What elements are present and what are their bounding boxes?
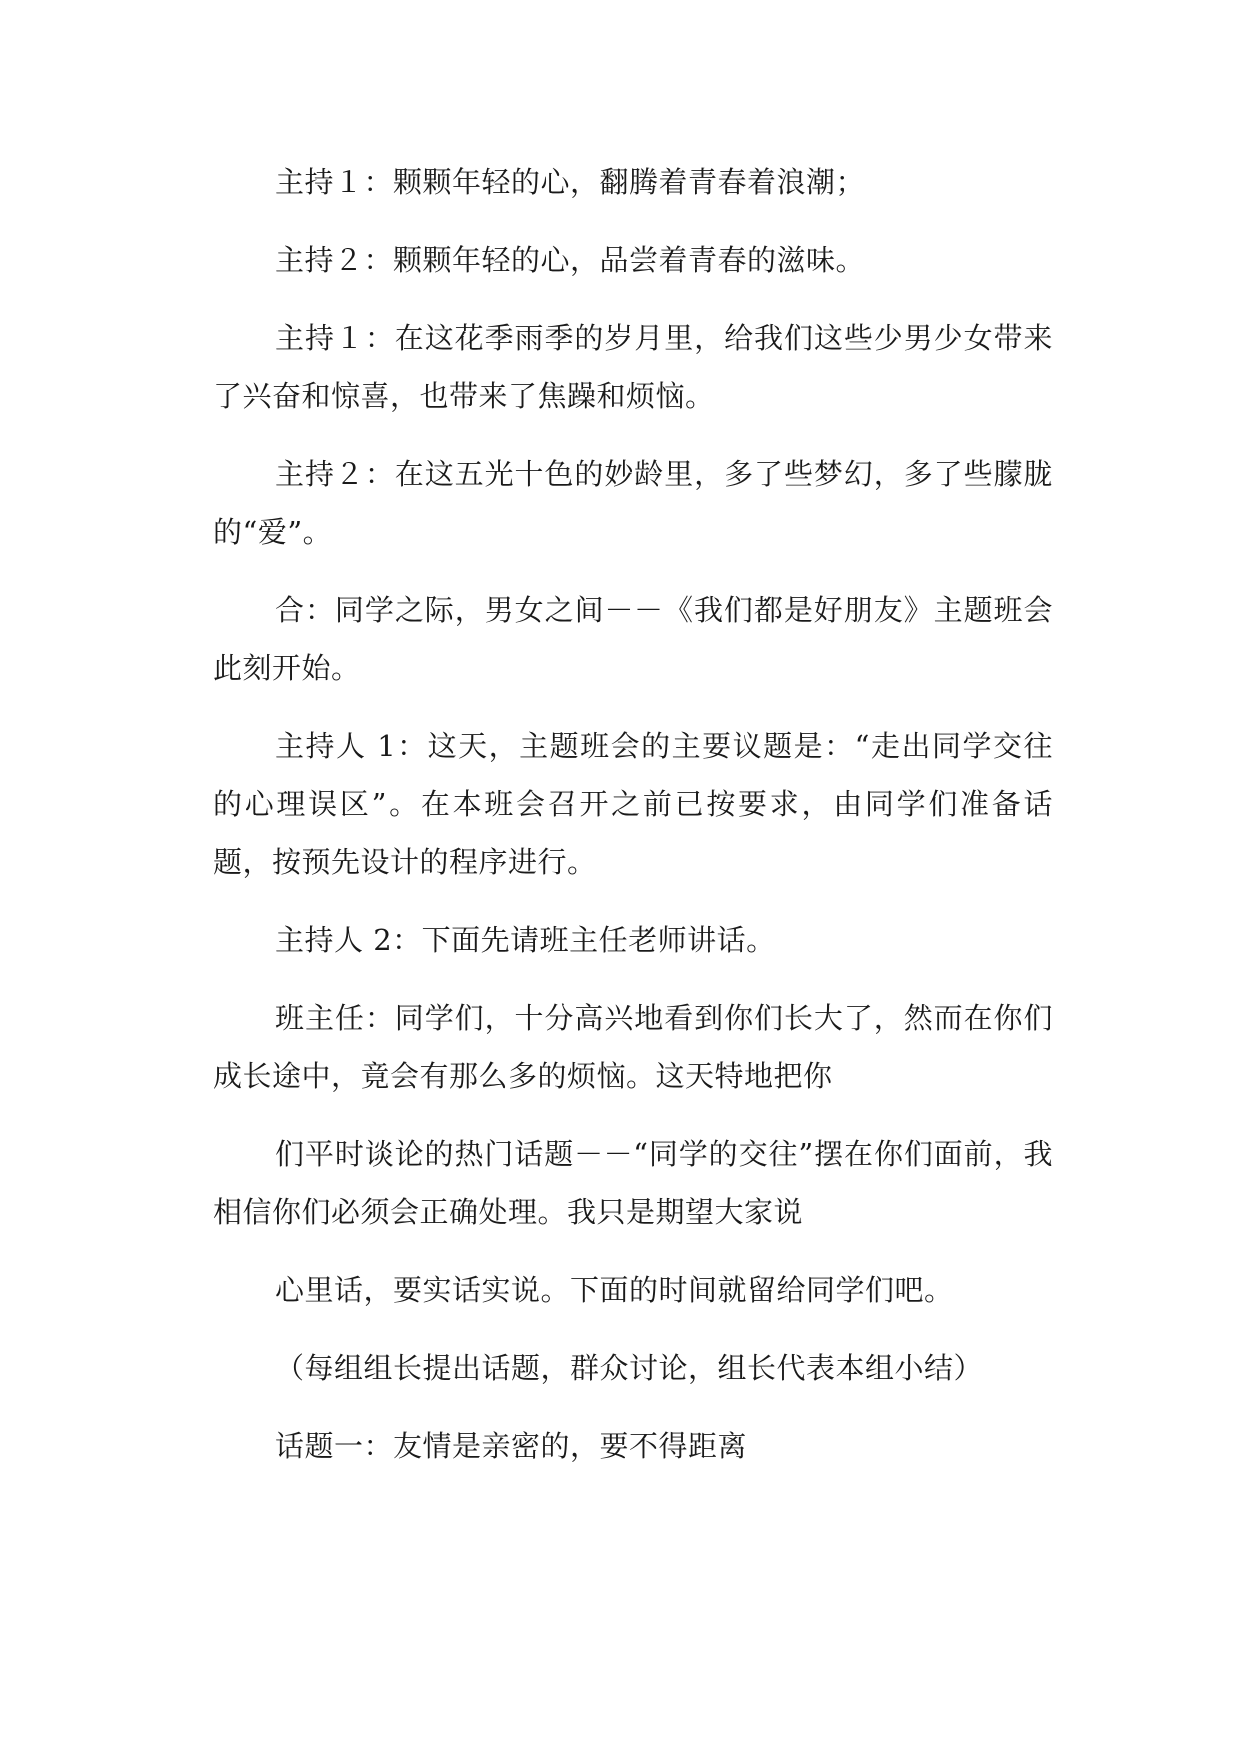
document-body bbox=[213, 153, 1053, 1495]
paragraph-host2-teacher: 主持人 2：下面先请班主任老师讲话。 bbox=[275, 923, 776, 957]
paragraph-host1-topic: 主持人 1：这天，主题班会的主要议题是：“走出同学交往的心理误区”。在本班会召开之前已按要求，由同学们准备话题，按预先设计的程序进行。 bbox=[213, 729, 1053, 879]
paragraph-teacher-speech-3: 心里话，要实话实说。下面的时间就留给同学们吧。 bbox=[275, 1273, 954, 1307]
paragraph-together-opening: 合：同学之际，男女之间－－《我们都是好朋友》主题班会此刻开始。 bbox=[213, 593, 1053, 685]
paragraph-host2-intro: 主持２：颗颗年轻的心，品尝着青春的滋味。 bbox=[275, 243, 866, 277]
paragraph-host1-intro: 主持１：颗颗年轻的心，翻腾着青春着浪潮； bbox=[275, 165, 866, 199]
paragraph-teacher-speech-2: 们平时谈论的热门话题－－“同学的交往”摆在你们面前，我相信你们必须会正确处理。我只是期望大家说 bbox=[213, 1137, 1053, 1229]
paragraph-teacher-speech-1: 班主任：同学们，十分高兴地看到你们长大了，然而在你们成长途中，竟会有那么多的烦恼。这天特地把你 bbox=[213, 1001, 1053, 1093]
paragraph-group-note: （每组组长提出话题，群众讨论，组长代表本组小结） bbox=[275, 1351, 984, 1385]
paragraph-host1-season: 主持１：在这花季雨季的岁月里，给我们这些少男少女带来了兴奋和惊喜，也带来了焦躁和烦恼。 bbox=[213, 321, 1053, 413]
paragraph-host2-dreams: 主持２：在这五光十色的妙龄里，多了些梦幻，多了些朦胧的“爱”。 bbox=[213, 457, 1053, 549]
paragraph-topic-one: 话题一：友情是亲密的，要不得距离 bbox=[275, 1429, 748, 1463]
